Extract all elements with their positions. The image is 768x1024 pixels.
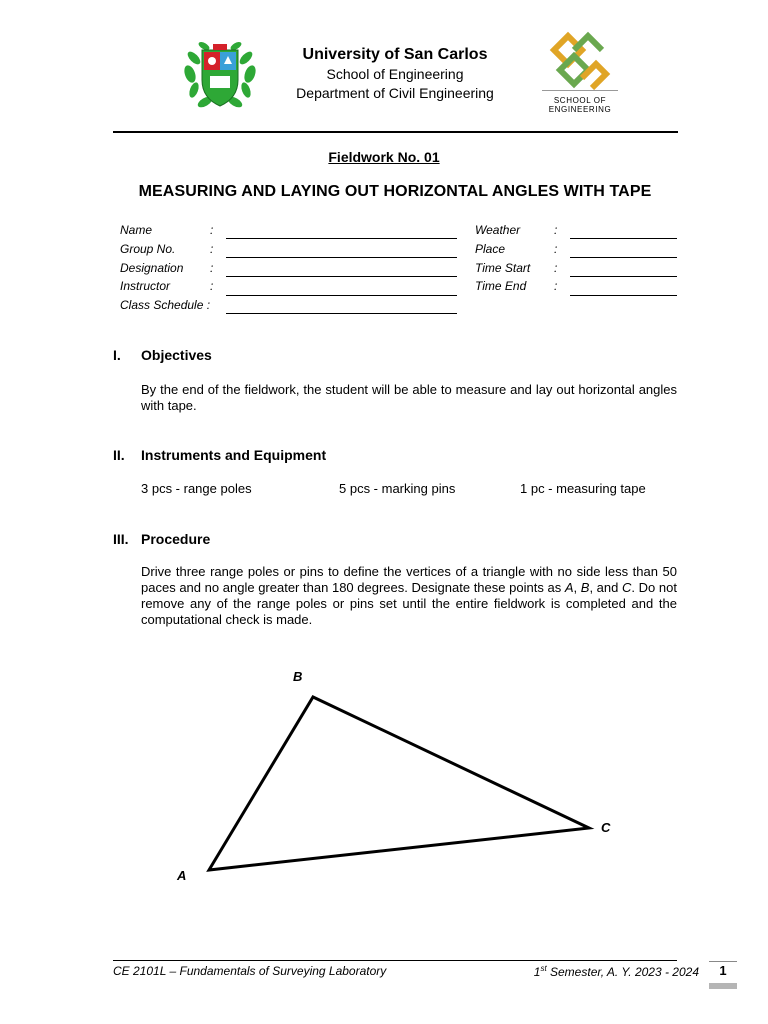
objectives-text: By the end of the fieldwork, the student will be able to measure and lay out horizontal angles with tape. bbox=[141, 382, 677, 413]
logo-text-school-of: SCHOOL OF bbox=[553, 96, 607, 105]
point-label-a: A bbox=[177, 868, 187, 883]
field-label: Weather bbox=[475, 223, 521, 237]
course-name: CE 2101L – Fundamentals of Surveying Laboratory bbox=[113, 964, 387, 978]
procedure-point-b: B bbox=[580, 580, 590, 595]
point-label-b: B bbox=[293, 669, 303, 684]
semester-text: Semester, A. Y. 2023 - 2024 bbox=[546, 965, 699, 979]
objectives-section-number: I. bbox=[113, 347, 121, 363]
field-colon: : bbox=[554, 223, 558, 237]
semester-info bbox=[500, 964, 699, 979]
field-label: Class Schedule : bbox=[120, 298, 211, 312]
objectives-section-title: Objectives bbox=[141, 347, 212, 363]
procedure-section-number: III. bbox=[113, 531, 129, 547]
field-label: Place bbox=[475, 242, 506, 256]
procedure-separator: , bbox=[573, 580, 581, 595]
procedure-text-part1: Drive three range poles or pins to define the vertices of a triangle with no side less than 50 paces and no angle greater than 180 degrees. Designate these points as bbox=[141, 564, 677, 595]
procedure-separator: , and bbox=[589, 580, 623, 595]
field-colon: : bbox=[210, 223, 214, 237]
equipment-item: 3 pcs - range poles bbox=[141, 481, 252, 496]
page-number-rule bbox=[709, 961, 737, 962]
school-name: School of Engineering bbox=[326, 66, 464, 82]
equipment-item: 1 pc - measuring tape bbox=[520, 481, 646, 496]
fieldwork-number: Fieldwork No. 01 bbox=[328, 149, 440, 165]
procedure-text-part2: . Do not remove any of the range poles or pins set until the entire fieldwork is completed and the computational check is made. bbox=[141, 580, 677, 627]
procedure-section-title: Procedure bbox=[141, 531, 211, 547]
logo-text-engineering: ENGINEERING bbox=[548, 105, 612, 114]
field-label: Designation bbox=[120, 261, 184, 275]
field-label: Time Start bbox=[475, 261, 531, 275]
semester-number: 1 bbox=[533, 965, 541, 979]
field-colon: : bbox=[554, 279, 558, 293]
field-colon: : bbox=[210, 261, 214, 275]
field-colon: : bbox=[554, 261, 558, 275]
page-number: 1 bbox=[719, 963, 727, 978]
department-name: Department of Civil Engineering bbox=[296, 85, 494, 101]
field-colon: : bbox=[554, 242, 558, 256]
page-number-bar bbox=[709, 983, 737, 989]
document-title: MEASURING AND LAYING OUT HORIZONTAL ANGLES WITH TAPE bbox=[138, 183, 652, 200]
field-colon: : bbox=[210, 279, 214, 293]
procedure-point-a: A bbox=[564, 580, 574, 595]
university-name: University of San Carlos bbox=[302, 46, 488, 63]
semester-superscript: st bbox=[540, 964, 547, 973]
field-label: Instructor bbox=[120, 279, 171, 293]
field-label: Name bbox=[120, 223, 153, 237]
field-label: Time End bbox=[475, 279, 527, 293]
instruments-section-title: Instruments and Equipment bbox=[141, 447, 327, 463]
point-label-c: C bbox=[601, 820, 611, 835]
instruments-section-number: II. bbox=[113, 447, 125, 463]
procedure-point-c: C bbox=[622, 580, 632, 595]
footer-divider bbox=[113, 960, 677, 961]
field-colon: : bbox=[210, 242, 214, 256]
field-label: Group No. bbox=[120, 242, 176, 256]
triangle-abc bbox=[209, 697, 589, 870]
equipment-item: 5 pcs - marking pins bbox=[339, 481, 456, 496]
